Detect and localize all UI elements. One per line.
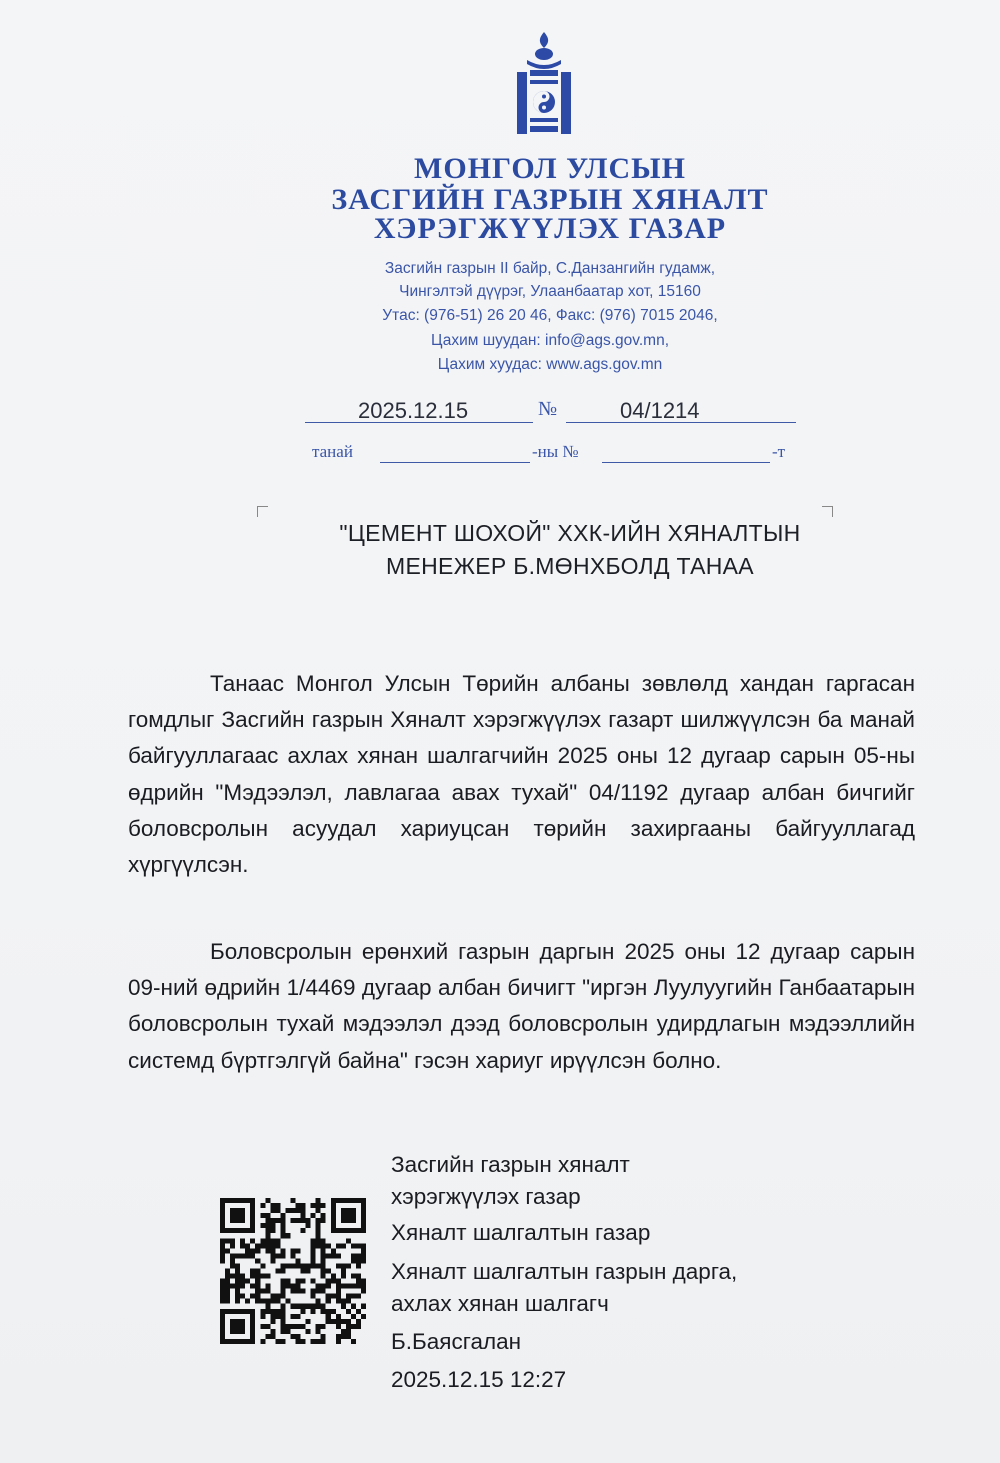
phone-fax-line: Утас: (976-51) 26 20 46, Факс: (976) 7015 2046, (382, 307, 718, 324)
signature-org-line-2: хэрэгжүүлэх газар (391, 1184, 581, 1209)
letter-date: 2025.12.15 (358, 398, 469, 423)
address-line: Засгийн газрын II байр, С.Данзангийн гудамж, (384, 260, 716, 277)
signature-org-line-1: Засгийн газрын хяналт (391, 1152, 630, 1177)
org-name-line-2: ЗАСГИЙН ГАЗРЫН ХЯНАЛТ (331, 183, 769, 216)
addressee-corner-left (257, 506, 268, 517)
number-label: № (538, 398, 558, 420)
addressee-line-1: "ЦЕМЕНТ ШОХОЙ" ХХК-ИЙН ХЯНАЛТЫН (339, 520, 801, 546)
org-name-line-1: МОНГОЛ УЛСЫН (414, 152, 686, 185)
qr-code-icon (220, 1198, 366, 1344)
addressee-line-2: МЕНЕЖЕР Б.МӨНХБОЛД ТАНАА (386, 553, 754, 579)
soyombo-emblem-icon (513, 30, 575, 140)
website-line: Цахим хуудас: www.ags.gov.mn (437, 356, 663, 373)
body-paragraph-1: Танаас Монгол Улсын Төрийн албаны зөвлөлд хандан гаргасан гомдлыг Засгийн газрын Хяналт хэрэгжүүлэх газарт шилжүүлсэн ба манай байгууллагаас ахлах хянан шалгагчийн 2025 оны 12 дугаар сарын 05-ны өдрийн "Мэдээлэл, лавлагаа авах тухай" 04/1192 дугаар албан бичгийг боловсролын асуудал хариуцсан төрийн захиргааны байгууллагад хүргүүлсэн. (128, 671, 915, 878)
reply-date-underline (380, 462, 530, 463)
email-line: Цахим шуудан: info@ags.gov.mn, (430, 332, 670, 349)
addressee-corner-right (822, 506, 833, 517)
signature-title-line-2: ахлах хянан шалгагч (391, 1291, 609, 1316)
signature-title-line-1: Хяналт шалгалтын газрын дарга, (391, 1259, 738, 1284)
reply-number-label: -ны № (532, 442, 579, 461)
letter-number: 04/1214 (620, 398, 700, 423)
body-paragraph-2: Боловсролын ерөнхий газрын даргын 2025 оны 12 дугаар сарын 09-ний өдрийн 1/4469 дугаар албан бичигт "иргэн Луулуугийн Ганбаатарын боловсролын тухай мэдээлэл дээд боловсролын удирдлагын мэдээллийн системд бүртгэлгүй байна" гэсэн хариуг ирүүлсэн болно. (128, 939, 915, 1073)
reply-suffix-label: -т (772, 442, 786, 461)
signature-timestamp: 2025.12.15 12:27 (391, 1367, 567, 1392)
reply-number-underline (602, 462, 770, 463)
reply-prefix-label: танай (312, 442, 353, 461)
org-name-line-3: ХЭРЭГЖҮҮЛЭХ ГАЗАР (373, 212, 727, 245)
address-line: Чингэлтэй дүүрэг, Улаанбаатар хот, 15160 (399, 283, 701, 300)
signer-name: Б.Баясгалан (391, 1329, 522, 1354)
signature-department: Хяналт шалгалтын газар (391, 1220, 651, 1245)
